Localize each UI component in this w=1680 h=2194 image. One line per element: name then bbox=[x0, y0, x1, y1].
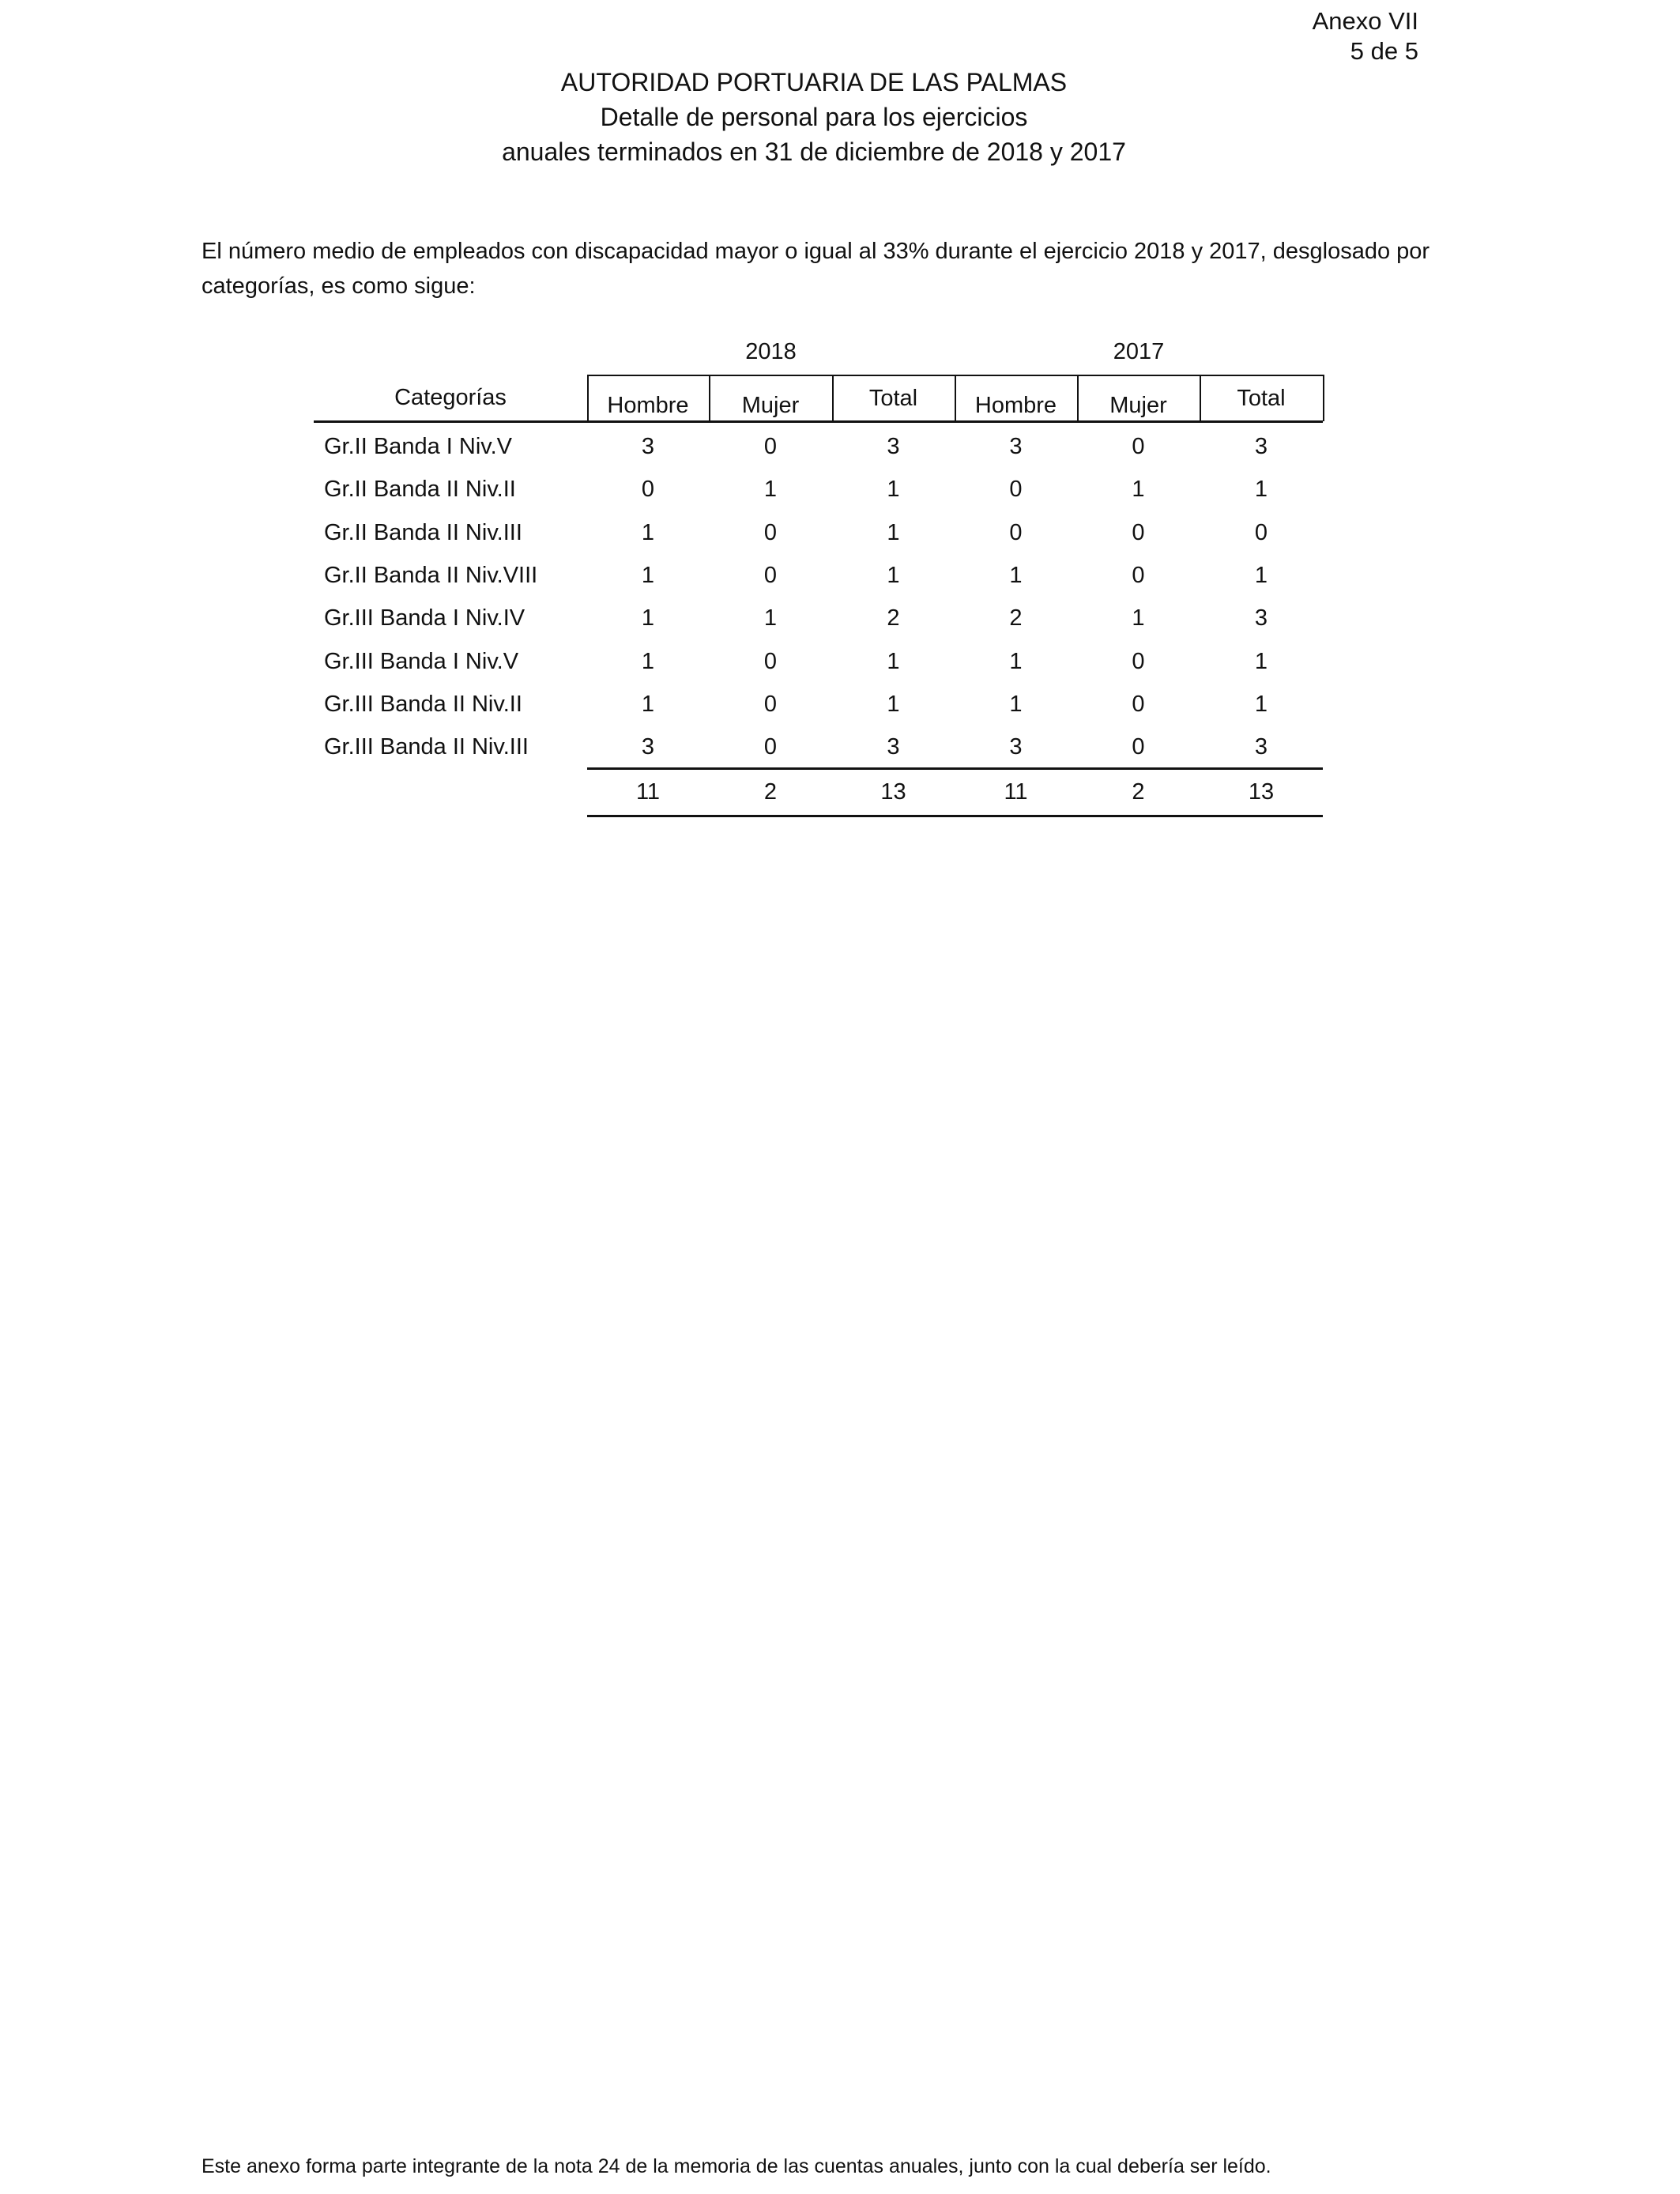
total-cell: 2 bbox=[1132, 779, 1145, 805]
table-cell: 1 bbox=[1254, 648, 1268, 674]
table-row-label: Gr.III Banda II Niv.III bbox=[324, 734, 529, 760]
total-cell: 11 bbox=[1004, 779, 1028, 805]
subheader-hombre: Hombre bbox=[974, 393, 1057, 418]
table-cell: 3 bbox=[1254, 734, 1268, 760]
table-cell: 1 bbox=[763, 477, 778, 503]
table-cell: 0 bbox=[1132, 562, 1145, 588]
table-row-label: Gr.II Banda II Niv.II bbox=[324, 477, 516, 503]
table-cell: 1 bbox=[641, 519, 655, 545]
table-cell: 3 bbox=[641, 434, 655, 459]
table-cell: 0 bbox=[763, 434, 778, 459]
title-line-2: Detalle de personal para los ejercicios bbox=[600, 103, 1028, 131]
table-cell: 3 bbox=[1254, 434, 1268, 459]
footnote: Este anexo forma parte integrante de la nota 24 de la memoria de las cuentas anuales, junto con la cual debería ser leído. bbox=[202, 2155, 1271, 2177]
staff-table bbox=[0, 0, 1680, 869]
table-cell: 0 bbox=[1009, 477, 1023, 503]
table-row-label: Gr.III Banda I Niv.V bbox=[324, 648, 519, 674]
subheader-total: Total bbox=[1237, 386, 1286, 411]
year-header: 2018 bbox=[745, 339, 797, 364]
table-cell: 1 bbox=[1254, 562, 1268, 588]
subheader-mujer: Mujer bbox=[741, 393, 800, 418]
table-cell: 1 bbox=[887, 477, 900, 503]
table-cell: 1 bbox=[887, 562, 900, 588]
table-cell: 0 bbox=[763, 648, 778, 674]
table-cell: 2 bbox=[887, 605, 900, 631]
total-cell: 13 bbox=[880, 779, 906, 805]
header-divider bbox=[832, 375, 834, 421]
table-row-label: Gr.II Banda I Niv.V bbox=[324, 434, 513, 459]
table-cell: 3 bbox=[1009, 734, 1023, 760]
table-cell: 1 bbox=[887, 691, 900, 717]
totals-rule-top bbox=[587, 767, 1323, 770]
table-cell: 1 bbox=[887, 648, 900, 674]
total-cell: 11 bbox=[635, 779, 661, 805]
table-cell: 0 bbox=[1132, 519, 1145, 545]
subheader-total: Total bbox=[868, 386, 918, 411]
header-divider bbox=[587, 375, 589, 421]
table-cell: 0 bbox=[1132, 734, 1145, 760]
table-cell: 0 bbox=[1009, 519, 1023, 545]
table-cell: 0 bbox=[763, 519, 778, 545]
title-line-3: anuales terminados en 31 de diciembre de 2018 y 2017 bbox=[502, 138, 1126, 166]
totals-rule-bottom bbox=[587, 815, 1323, 817]
table-cell: 1 bbox=[1132, 477, 1145, 503]
table-row-label: Gr.II Banda II Niv.VIII bbox=[324, 562, 538, 588]
page-number: 5 de 5 bbox=[1350, 37, 1418, 65]
table-cell: 0 bbox=[763, 562, 778, 588]
table-cell: 0 bbox=[763, 734, 778, 760]
table-cell: 0 bbox=[763, 691, 778, 717]
table-row-label: Gr.II Banda II Niv.III bbox=[324, 519, 522, 545]
table-cell: 0 bbox=[641, 477, 655, 503]
table-cell: 1 bbox=[1254, 477, 1268, 503]
table-cell: 3 bbox=[887, 434, 900, 459]
subheader-mujer: Mujer bbox=[1109, 393, 1167, 418]
category-header: Categorías bbox=[394, 385, 507, 410]
header-divider bbox=[1323, 375, 1324, 421]
table-cell: 3 bbox=[1254, 605, 1268, 631]
table-cell: 1 bbox=[1132, 605, 1145, 631]
total-cell: 2 bbox=[763, 779, 778, 805]
table-cell: 0 bbox=[1132, 691, 1145, 717]
table-cell: 1 bbox=[1009, 691, 1023, 717]
table-cell: 1 bbox=[641, 691, 655, 717]
table-cell: 1 bbox=[1254, 691, 1268, 717]
table-cell: 3 bbox=[887, 734, 900, 760]
table-row-label: Gr.III Banda I Niv.IV bbox=[324, 605, 525, 631]
intro-paragraph: El número medio de empleados con discapacidad mayor o igual al 33% durante el ejercicio 2018 y 2017, desglosado por categorías, es como sigue: bbox=[202, 239, 1430, 299]
table-cell: 1 bbox=[1009, 562, 1023, 588]
table-cell: 1 bbox=[1009, 648, 1023, 674]
table-row-label: Gr.III Banda II Niv.II bbox=[324, 691, 522, 717]
table-cell: 0 bbox=[1132, 648, 1145, 674]
table-cell: 3 bbox=[641, 734, 655, 760]
table-cell: 3 bbox=[1009, 434, 1023, 459]
year-header: 2017 bbox=[1113, 339, 1165, 364]
subheader-hombre: Hombre bbox=[607, 393, 689, 418]
table-cell: 1 bbox=[763, 605, 778, 631]
table-cell: 1 bbox=[641, 562, 655, 588]
title-line-1: AUTORIDAD PORTUARIA DE LAS PALMAS bbox=[560, 68, 1068, 96]
header-divider bbox=[1200, 375, 1201, 421]
table-cell: 1 bbox=[641, 648, 655, 674]
header-divider bbox=[955, 375, 956, 421]
header-divider bbox=[709, 375, 710, 421]
total-cell: 13 bbox=[1248, 779, 1275, 805]
table-cell: 0 bbox=[1132, 434, 1145, 459]
table-cell: 1 bbox=[887, 519, 900, 545]
annex-title: Anexo VII bbox=[1312, 7, 1418, 35]
table-cell: 2 bbox=[1009, 605, 1023, 631]
header-box-bottom bbox=[314, 420, 1323, 423]
header-divider bbox=[1077, 375, 1079, 421]
table-cell: 0 bbox=[1254, 519, 1268, 545]
table-cell: 1 bbox=[641, 605, 655, 631]
